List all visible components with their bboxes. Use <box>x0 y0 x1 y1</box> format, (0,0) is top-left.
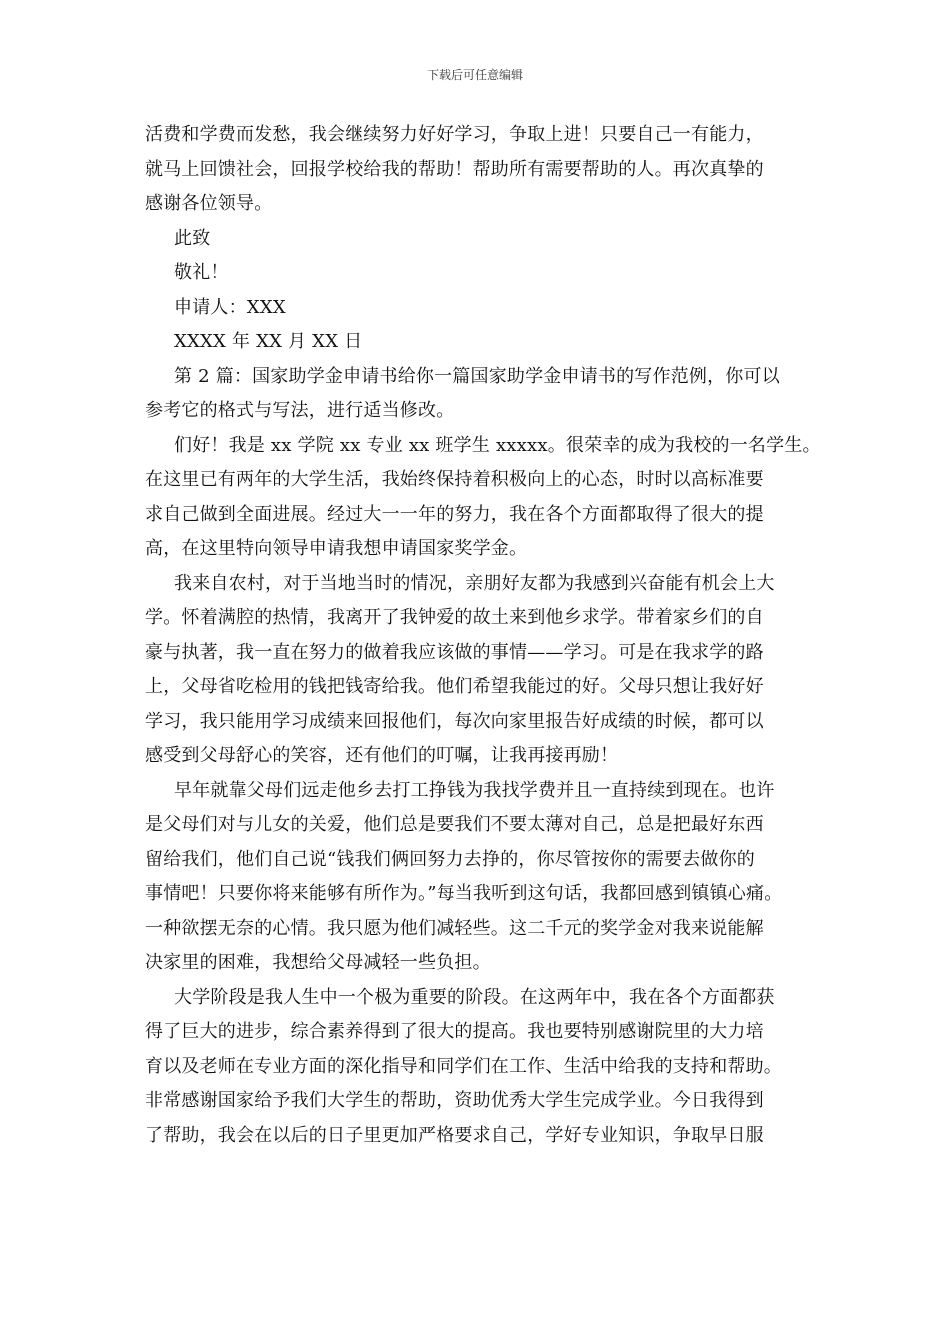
body-line: 求自己做到全面进展。经过大一一年的努力，我在各个方面都取得了很大的提 <box>145 503 764 525</box>
closing-salutation: 此致 <box>174 227 211 249</box>
body-line: 们好！我是 xx 学院 xx 专业 xx 班学生 xxxxx。很荣幸的成为我校的一名学生。 <box>174 434 821 456</box>
page-header-note: 下载后可任意编辑 <box>426 68 523 82</box>
body-line: 高，在这里特向领导申请我想申请国家奖学金。 <box>145 538 528 559</box>
body-line: 早年就靠父母们远走他乡去打工挣钱为我找学费并且一直持续到现在。也许 <box>174 779 775 801</box>
document-body <box>145 118 821 1153</box>
body-line: 留给我们，他们自己说“钱我们俩回努力去挣的，你尽管按你的需要去做你的 <box>145 848 755 870</box>
body-line: 了帮助，我会在以后的日子里更加严格要求自己，学好专业知识，争取早日服 <box>145 1124 764 1146</box>
body-line: 是父母们对与儿女的关爱，他们总是要我们不要太薄对自己，总是把最好东西 <box>145 814 764 835</box>
applicant-signature: 申请人：XXX <box>174 296 286 318</box>
body-line: 活费和学费而发愁，我会继续努力好好学习，争取上进！只要自己一有能力， <box>145 124 764 145</box>
body-line: 学。怀着满腔的热情，我离开了我钟爱的故土来到他乡求学。带着家乡们的自 <box>145 607 764 628</box>
section-heading: 第 2 篇：国家助学金申请书给你一篇国家助学金申请书的写作范例，你可以 <box>174 365 780 387</box>
body-line: 感受到父母舒心的笑容，还有他们的叮嘱，让我再接再励！ <box>145 745 619 766</box>
body-line: 就马上回馈社会，回报学校给我的帮助！帮助所有需要帮助的人。再次真挚的 <box>145 158 764 180</box>
body-line: 感谢各位领导。 <box>145 193 273 214</box>
closing-regards: 敬礼！ <box>174 262 229 283</box>
body-line: 决家里的困难，我想给父母减轻一些负担。 <box>145 952 491 973</box>
body-line: 非常感谢国家给予我们大学生的帮助，资助优秀大学生完成学业。今日我得到 <box>145 1090 764 1111</box>
body-line: 学习，我只能用学习成绩来回报他们，每次向家里报告好成绩的时候，都可以 <box>145 710 764 732</box>
body-line: 豪与执著，我一直在努力的做着我应该做的事情——学习。可是在我求学的路 <box>145 641 764 663</box>
body-line: 育以及老师在专业方面的深化指导和同学们在工作、生活中给我的支持和帮助。 <box>145 1055 782 1077</box>
body-line: 大学阶段是我人生中一个极为重要的阶段。在这两年中，我在各个方面都获 <box>174 986 775 1008</box>
body-line: 参考它的格式与写法，进行适当修改。 <box>145 400 455 421</box>
body-line: 事情吧！只要你将来能够有所作为。”每当我听到这句话，我都回感到镇镇心痛。 <box>145 883 783 904</box>
body-line: 在这里已有两年的大学生活，我始终保持着积极向上的心态，时时以高标准要 <box>145 469 764 490</box>
body-line: 我来自农村，对于当地当时的情况，亲朋好友都为我感到兴奋能有机会上大 <box>174 572 775 594</box>
body-line: 上，父母省吃检用的钱把钱寄给我。他们希望我能过的好。父母只想让我好好 <box>145 676 764 697</box>
body-line: 一种欲摆无奈的心情。我只愿为他们减轻些。这二千元的奖学金对我来说能解 <box>145 917 764 939</box>
body-line: 得了巨大的进步，综合素养得到了很大的提高。我也要特别感谢院里的大力培 <box>145 1021 764 1042</box>
letter-date: XXXX 年 XX 月 XX 日 <box>174 331 363 352</box>
